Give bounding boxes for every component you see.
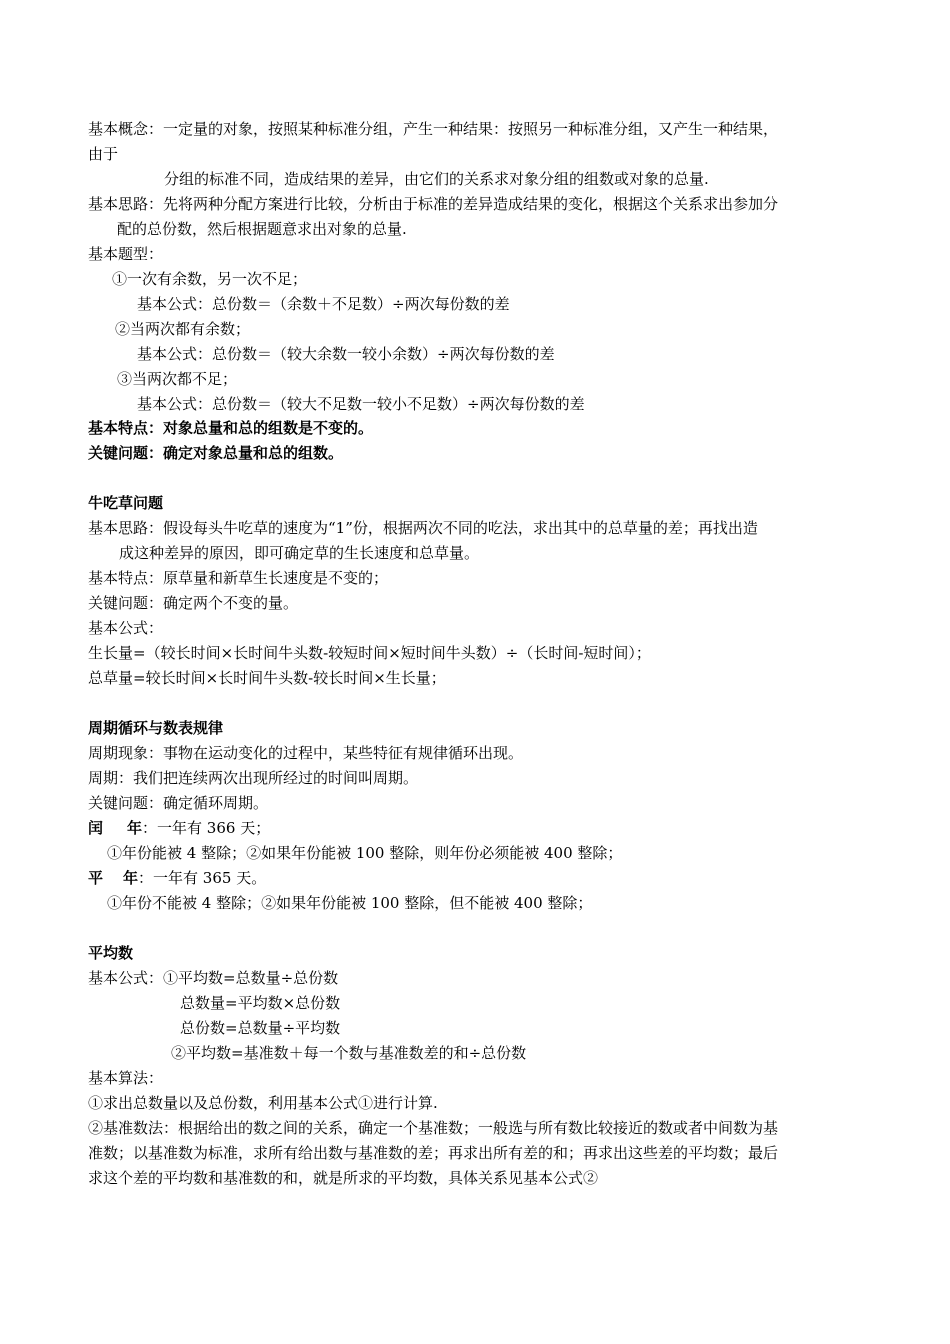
type-1: ①一次有余数，另一次不足； xyxy=(112,270,308,288)
leap-year-line xyxy=(88,818,270,838)
type-3-formula: 基本公式：总份数＝（较大不足数一较小不足数）÷两次每份数的差 xyxy=(137,395,585,413)
idea-line-2: 配的总份数，然后根据题意求出对象的总量. xyxy=(117,220,407,238)
feature-line: 基本特点：对象总量和总的组数是不变的。 xyxy=(88,419,374,437)
type-2-formula: 基本公式：总份数＝（较大余数一较小余数）÷两次每份数的差 xyxy=(137,345,555,363)
cycle-period: 周期：我们把连续两次出现所经过的时间叫周期。 xyxy=(88,769,419,787)
common-desc: ：一年有 365 天。 xyxy=(138,869,267,887)
concept-line-2: 由于 xyxy=(88,145,119,163)
cycle-title: 周期循环与数表规律 xyxy=(88,719,224,737)
average-method-2-line-2: 准数；以基准数为标准，求所有给出数与基准数的差；再求出所有差的和；再求出这些差的平均数；最后 xyxy=(88,1144,779,1162)
cow-formula-growth: 生长量=（较长时间×长时间牛头数-较短时间×短时间牛头数）÷（长时间-短时间）； xyxy=(88,644,651,662)
type-3: ③当两次都不足； xyxy=(117,370,238,388)
average-method-2-line-1: ②基准数法：根据给出的数之间的关系，确定一个基准数；一般选与所有数比较接近的数或者中间数为基 xyxy=(88,1119,779,1137)
leap-desc: ：一年有 366 天； xyxy=(142,819,271,837)
cow-formula-heading: 基本公式： xyxy=(88,619,164,637)
average-title: 平均数 xyxy=(88,944,134,962)
average-method-1: ①求出总数量以及总份数，利用基本公式①进行计算. xyxy=(88,1094,438,1112)
average-formula-total: 总数量=平均数×总份数 xyxy=(180,994,341,1012)
cow-idea-line-1: 基本思路：假设每头牛吃草的速度为“1”份，根据两次不同的吃法，求出其中的总草量的差；再找出造 xyxy=(88,519,758,537)
average-formula-1: 基本公式：①平均数=总数量÷总份数 xyxy=(88,969,339,987)
common-rule: ①年份不能被 4 整除；②如果年份能被 100 整除，但不能被 400 整除； xyxy=(107,894,593,912)
average-method-2-line-3: 求这个差的平均数和基准数的和，就是所求的平均数，具体关系见基本公式② xyxy=(88,1169,599,1187)
cow-grass-title: 牛吃草问题 xyxy=(88,494,164,512)
leap-rule: ①年份能被 4 整除；②如果年份能被 100 整除，则年份必须能被 400 整除； xyxy=(107,844,623,862)
type-1-formula: 基本公式：总份数＝（余数＋不足数）÷两次每份数的差 xyxy=(137,295,510,313)
cow-key: 关键问题：确定两个不变的量。 xyxy=(88,594,299,612)
key-line: 关键问题：确定对象总量和总的组数。 xyxy=(88,444,344,462)
average-formula-count: 总份数=总数量÷平均数 xyxy=(180,1019,341,1037)
concept-line-3: 分组的标准不同，造成结果的差异，由它们的关系求对象分组的组数或对象的总量. xyxy=(164,170,709,188)
types-heading: 基本题型： xyxy=(88,245,164,263)
common-year-line xyxy=(88,868,266,888)
common-char-1: 平 xyxy=(88,869,104,887)
cow-formula-total: 总草量=较长时间×长时间牛头数-较长时间×生长量； xyxy=(88,669,446,687)
leap-char-2: 年 xyxy=(127,819,143,837)
concept-line-1: 基本概念：一定量的对象，按照某种标准分组，产生一种结果：按照另一种标准分组，又产生一种结果， xyxy=(88,120,779,138)
leap-char-1: 闰 xyxy=(88,819,104,837)
idea-line-1: 基本思路：先将两种分配方案进行比较，分析由于标准的差异造成结果的变化，根据这个关系求出参加分 xyxy=(88,195,779,213)
cow-feature: 基本特点：原草量和新草生长速度是不变的； xyxy=(88,569,389,587)
cow-idea-line-2: 成这种差异的原因，即可确定草的生长速度和总草量。 xyxy=(119,544,480,562)
average-formula-2: ②平均数=基准数＋每一个数与基准数差的和÷总份数 xyxy=(171,1044,527,1062)
cycle-phenomenon: 周期现象：事物在运动变化的过程中，某些特征有规律循环出现。 xyxy=(88,744,524,762)
common-char-2: 年 xyxy=(123,869,139,887)
type-2: ②当两次都有余数； xyxy=(115,320,251,338)
average-method-heading: 基本算法： xyxy=(88,1069,164,1087)
cycle-key: 关键问题：确定循环周期。 xyxy=(88,794,269,812)
